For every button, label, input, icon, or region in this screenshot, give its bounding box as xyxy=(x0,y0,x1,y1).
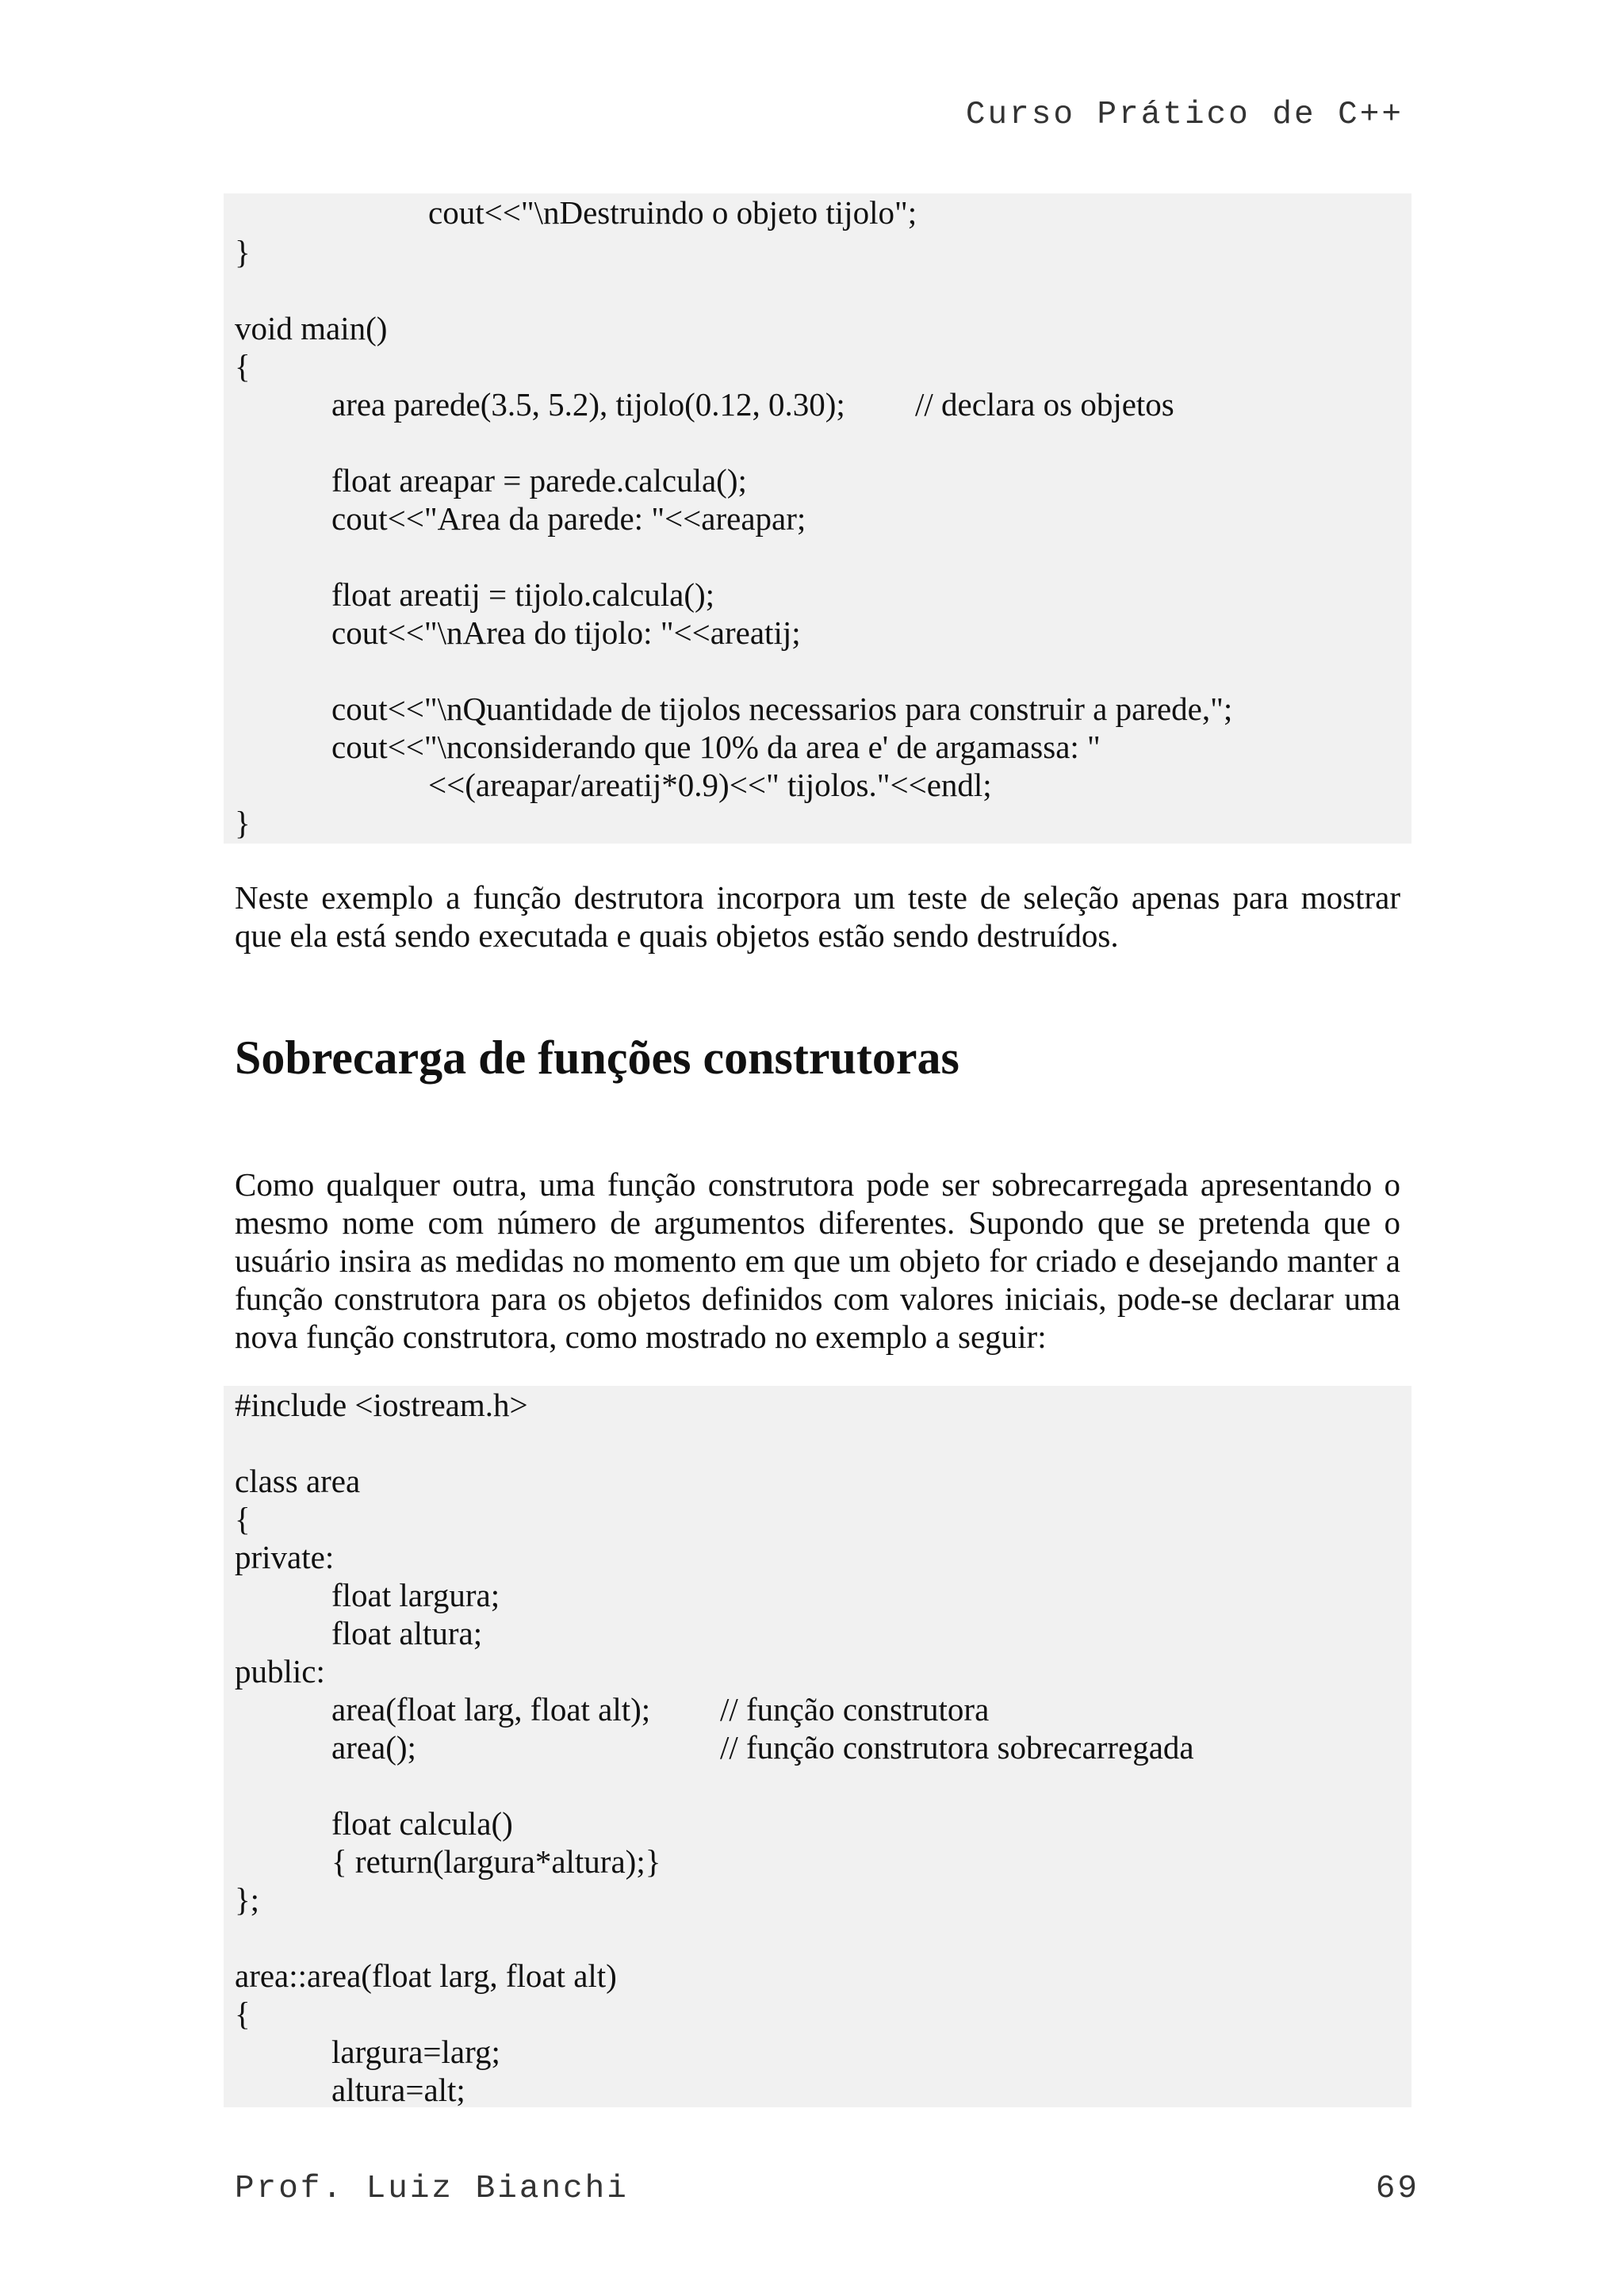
code-block-2 xyxy=(224,1386,1411,2107)
code-line: private: xyxy=(235,1539,335,1575)
running-header: Curso Prático de C++ xyxy=(965,97,1404,133)
code-line: float largura; xyxy=(331,1577,500,1613)
code-line: public: xyxy=(235,1653,325,1689)
section-heading: Sobrecarga de funções construtoras xyxy=(235,1031,959,1084)
page-number: 69 xyxy=(1375,2171,1419,2207)
footer-author: Prof. Luiz Bianchi xyxy=(235,2171,629,2207)
code-line: cout<<"\nArea do tijolo: "<<areatij; xyxy=(331,614,801,651)
code-line: } xyxy=(235,234,251,270)
code-line: <<(areapar/areatij*0.9)<<" tijolos."<<endl; xyxy=(428,767,992,803)
code-comment: // função construtora xyxy=(720,1691,990,1728)
code-line: float altura; xyxy=(331,1615,483,1651)
code-block-1 xyxy=(224,193,1411,844)
code-line: { return(largura*altura);} xyxy=(331,1843,661,1880)
code-line: altura=alt; xyxy=(331,2072,465,2108)
code-line: area::area(float larg, float alt) xyxy=(235,1957,617,1994)
code-line: float calcula() xyxy=(331,1805,513,1842)
code-line: cout<<"\nDestruindo o objeto tijolo"; xyxy=(428,194,917,231)
code-line: area(); xyxy=(331,1729,416,1766)
code-line: }; xyxy=(235,1881,260,1918)
code-line: { xyxy=(235,1996,251,2032)
code-line: { xyxy=(235,1501,251,1537)
code-line: void main() xyxy=(235,310,388,346)
code-line: area parede(3.5, 5.2), tijolo(0.12, 0.30); xyxy=(331,386,845,423)
code-line: cout<<"\nconsiderando que 10% da area e' de argamassa: " xyxy=(331,729,1101,765)
code-comment: // função construtora sobrecarregada xyxy=(720,1729,1194,1766)
code-line: area(float larg, float alt); xyxy=(331,1691,651,1728)
code-line: { xyxy=(235,348,251,385)
code-line: cout<<"Area da parede: "<<areapar; xyxy=(331,500,806,537)
code-line: } xyxy=(235,805,251,841)
code-comment: // declara os objetos xyxy=(915,386,1174,423)
code-line: class area xyxy=(235,1463,361,1499)
paragraph-constructor-overload: Como qualquer outra, uma função construtora pode ser sobrecarregada apresentando o mesmo nome com número de argumentos diferentes. Supondo que se pretenda que o usuário insira as medidas no momento em que um objeto for criado e desejando manter a função construtora para os objetos definidos com valores iniciais, pode-se declarar uma nova função construtora, como mostrado no exemplo a seguir: xyxy=(235,1166,1400,1355)
code-line: largura=larg; xyxy=(331,2034,500,2070)
code-line: float areapar = parede.calcula(); xyxy=(331,462,747,499)
code-line: float areatij = tijolo.calcula(); xyxy=(331,576,715,613)
code-line: #include <iostream.h> xyxy=(235,1387,528,1423)
code-line: cout<<"\nQuantidade de tijolos necessarios para construir a parede,"; xyxy=(331,691,1233,727)
paragraph-destructor-explanation: Neste exemplo a função destrutora incorpora um teste de seleção apenas para mostrar que ela está sendo executada e quais objetos estão sendo destruídos. xyxy=(235,879,1400,954)
